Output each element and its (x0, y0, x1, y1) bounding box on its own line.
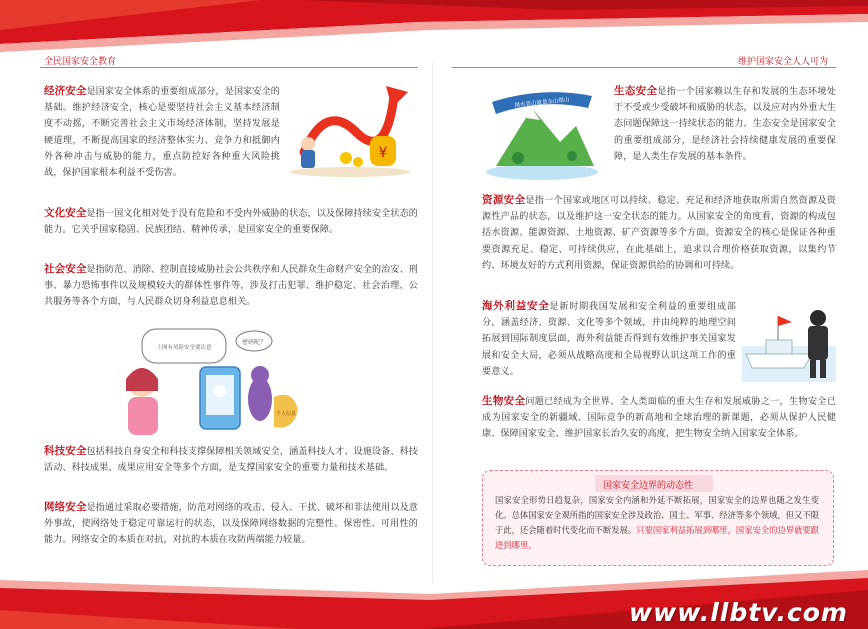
tech-security-text: 包括科技自身安全和科技支撑保障相关领域安全，涵盖科技人才、设施设备、科技活动、科技成果、成果应用安全等多个方面，是支撑国家安全的重要力量和技术基础。 (44, 447, 418, 474)
bio-security-keyword: 生物安全 (482, 395, 526, 407)
economic-growth-illustration (286, 82, 418, 178)
cyber-security-keyword: 网络安全 (44, 501, 87, 513)
social-security-paragraph (44, 261, 418, 311)
page-spine (432, 62, 433, 582)
callout-text-highlight: 只要国家利益拓展到哪里，国家安全的边界就要跟进到哪里。 (495, 525, 819, 550)
resource-security-text: 是指一个国家或地区可以持续、稳定、充足和经济地获取所需自然资源及资源性产品的状态，以及维护这一安全状态的能力。从国家安全的角度看，资源的构成包括水资源、能源资源、土地资源、矿产资源等多个方面。资源安全的核心是保证各种重要资源充足、稳定、可持续供应，在此基础上，追求以合理价格获取资源，以集约节约、环境友好的方式利用资源，保证资源供给的协调和可持续。 (482, 196, 836, 271)
header-right-title-a: 维护国家安全 (737, 57, 792, 67)
ecology-mountain-illustration (482, 82, 602, 182)
economic-security-paragraph (44, 83, 280, 181)
cyber-security-paragraph (44, 499, 418, 549)
ecology-security-keyword: 生态安全 (614, 85, 658, 97)
overseas-guard-illustration (742, 296, 836, 382)
overseas-security-text: 是新时期我国发展和安全利益的重要组成部分，涵盖经济、资源、文化等多个领域，并由纯粹的地理空间拓展到国际制度层面，海外利益能否得到有效维护事关国家发展和安全大局，必须从战略高度和全局视野认识这项工作的重要意义。 (482, 302, 736, 377)
overseas-security-paragraph (482, 298, 736, 380)
social-security-text: 是指防范、消除、控制直接威胁社会公共秩序和人民群众生命财产安全的治安、刑事、暴力恐怖事件以及规模较大的群体性事件等，涉及打击犯罪、维护稳定、社会治理、公共服务等各个方面，与人民群众切身利益息息相关。 (44, 265, 418, 308)
header-left-title: 全民国家安全教育 (44, 57, 117, 67)
header-rule-right (452, 67, 836, 68)
top-decorative-band (0, 0, 868, 62)
economic-security-keyword: 经济安全 (44, 85, 87, 97)
tech-security-paragraph (44, 443, 418, 476)
resource-security-keyword: 资源安全 (482, 194, 526, 206)
site-watermark: www.llbtv.com (629, 598, 848, 627)
tech-security-keyword: 科技安全 (44, 445, 87, 457)
resource-security-paragraph (482, 192, 836, 274)
ecology-security-text: 是指一个国家赖以生存和发展的生态环境处于不受或少受破坏和威胁的状态，以及应对内外重大生态问题保障这一持续状态的能力。生态安全是国家安全的重要组成部分，是经济社会持续健康发展的重要保障，是人类生存发展的基本条件。 (614, 87, 836, 162)
social-security-keyword: 社会安全 (44, 263, 87, 275)
svg-text:¥: ¥ (378, 145, 388, 161)
header-rule-left (40, 67, 418, 68)
ecology-security-paragraph (614, 83, 836, 165)
callout-title: 国家安全边界的动态性 (603, 481, 694, 491)
culture-security-text: 是指一国文化相对处于没有危险和不受内外威胁的状态，以及保障持续安全状态的能力。它关乎国家稳固、民族团结、精神传承，是国家安全的重要保障。 (44, 209, 418, 236)
ecology-sign-text: 绿水青山就是金山银山 (514, 97, 570, 109)
bubble-left-text: 上网有风险安全要注意 (156, 345, 212, 351)
economic-security-text: 是国家安全体系的重要组成部分，是国家安全的基础。维护经济安全，核心是要坚持社会主义基本经济制度不动摇，不断完善社会主义市场经济体制，坚持发展是硬道理，不断提高国家的经济整体实力、竞争力和抵御内外各种冲击与威胁的能力，重点防控好各种重大风险挑战，保护国家根本利益不受伤害。 (44, 87, 280, 179)
callout-text-main: 国家安全形势日趋复杂，国家安全内涵和外延不断拓展，国家安全的边界也随之发生变化。总体国家安全观所指的国家安全涉及政治、国土、军事、经济等多个领域，但又不限于此，还会随着时代变化而不断发展。 (495, 495, 819, 535)
bio-security-text: 问题已经成为全世界、全人类面临的重大生存和发展威胁之一，生物安全已成为国家安全的新疆域、国际竞争的新高地和全球治理的新课题，必须从保护人民健康、保障国家安全、维护国家长治久安的高度，把生物安全纳入国家安全体系。 (482, 397, 836, 440)
culture-security-keyword: 文化安全 (44, 207, 87, 219)
bag-label-text: 个人信息 (275, 411, 297, 417)
cyber-safety-illustration (112, 327, 312, 437)
culture-security-paragraph (44, 205, 418, 238)
bio-security-paragraph (482, 393, 836, 443)
header-right-title-b: 人人可为 (791, 57, 828, 67)
cyber-security-text: 是指通过采取必要措施，防范对网络的攻击、侵入、干扰、破坏和非法使用以及意外事故，使网络处于稳定可靠运行的状态，以及保障网络数据的完整性、保密性、可用性的能力。网络安全的本质在对抗，对抗的本质在攻防两端能力较量。 (44, 503, 418, 546)
header-right-title (738, 54, 828, 67)
callout-body (495, 493, 819, 553)
overseas-security-keyword: 海外利益安全 (482, 300, 550, 312)
bubble-right-text: 密码呢？ (241, 339, 267, 346)
security-boundary-callout (482, 470, 834, 566)
